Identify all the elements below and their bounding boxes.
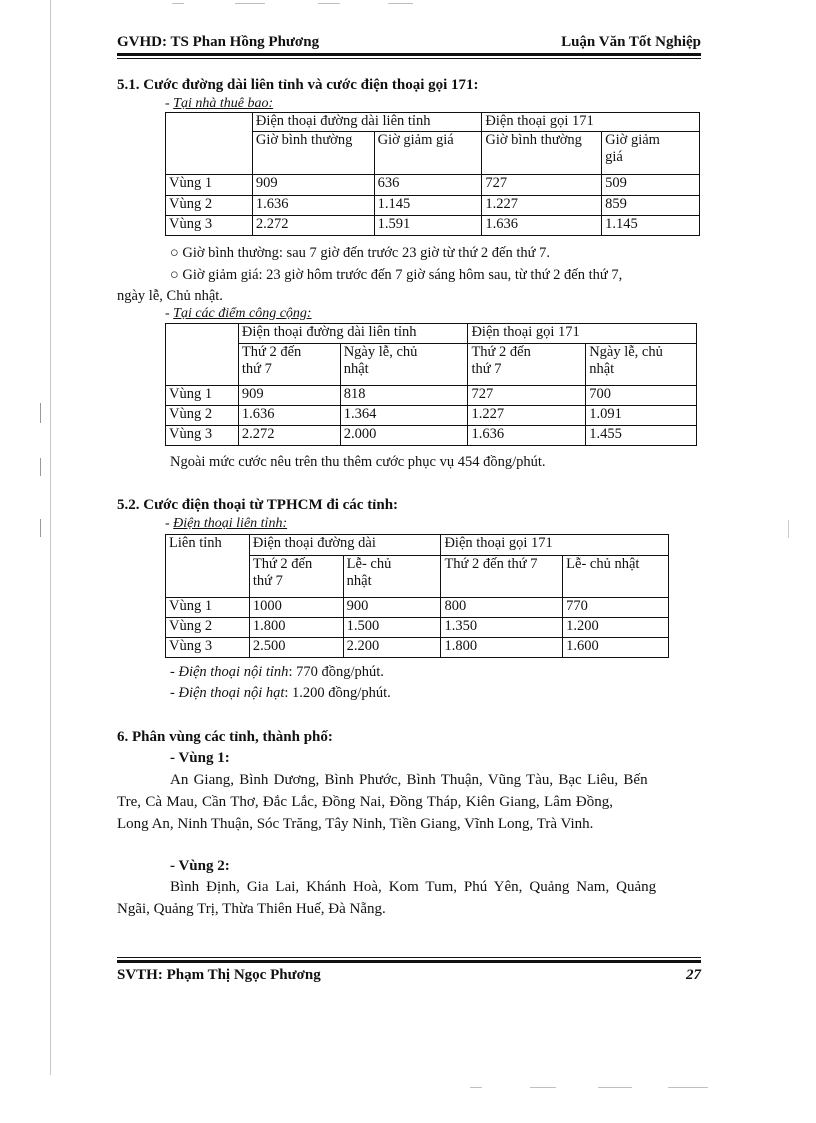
zone-2-line-2: Ngãi, Quảng Trị, Thừa Thiên Huế, Đà Nẵng.	[117, 901, 386, 917]
group-header-171: Điện thoại gọi 171	[441, 535, 669, 556]
corner-label: Liên tỉnh	[166, 535, 250, 598]
service-fee-note: Ngoài mức cước nêu trên thu thêm cước phục vụ 454 đồng/phút.	[170, 454, 546, 470]
cell: 1.636	[238, 406, 340, 426]
cell: 1.455	[586, 426, 697, 446]
cell: 1.350	[441, 618, 563, 638]
cell: 2.272	[238, 426, 340, 446]
row-label: Vùng 3	[166, 216, 253, 236]
scan-mark	[470, 1087, 482, 1088]
cell: 1.200	[563, 618, 669, 638]
cell: 2.272	[252, 216, 374, 236]
section-5-2-title: 5.2. Cước điện thoại từ TPHCM đi các tỉnh:	[117, 497, 399, 513]
table-row	[166, 598, 669, 618]
table-row	[166, 618, 669, 638]
cell: 1.600	[563, 638, 669, 658]
scan-edge-line	[50, 0, 51, 1075]
cell: 1.800	[441, 638, 563, 658]
table-hcmc-rates	[165, 534, 669, 658]
row-label: Vùng 2	[166, 618, 250, 638]
note-intra-province: - Điện thoại nội tỉnh: 770 đồng/phút.	[170, 664, 384, 680]
row-label: Vùng 1	[166, 175, 253, 196]
cell: 1.800	[249, 618, 343, 638]
section-6-title: 6. Phân vùng các tỉnh, thành phố:	[117, 729, 333, 745]
group-header-long-distance: Điện thoại đường dài	[249, 535, 441, 556]
cell: 909	[252, 175, 374, 196]
group-header-long-distance: Điện thoại đường dài liên tỉnh	[238, 324, 468, 344]
col-header: Giờ bình thường	[252, 132, 374, 175]
scan-tick	[40, 403, 41, 423]
cell: 509	[602, 175, 700, 196]
row-label: Vùng 1	[166, 386, 239, 406]
cell: 1.091	[586, 406, 697, 426]
cell: 1.364	[340, 406, 468, 426]
footer-student: SVTH: Phạm Thị Ngọc Phương	[117, 967, 321, 983]
cell: 727	[468, 386, 586, 406]
subsection-public-points: - Tại các điểm công cộng:	[165, 306, 312, 321]
footer-rule-thin	[117, 957, 701, 958]
col-header: Thứ 2 đến thứ 7	[249, 556, 343, 598]
cell: 1.636	[252, 196, 374, 216]
footer-rule	[117, 960, 701, 963]
group-header-171: Điện thoại gọi 171	[482, 113, 700, 132]
zone-2-label: - Vùng 2:	[170, 858, 230, 874]
cell: 770	[563, 598, 669, 618]
header-supervisor: GVHD: TS Phan Hồng Phương	[117, 34, 320, 50]
page-number: 27	[686, 967, 701, 983]
cell: 1.227	[482, 196, 602, 216]
scan-mark	[598, 1087, 632, 1088]
cell: 1.636	[468, 426, 586, 446]
zone-1-line-2: Tre, Cà Mau, Cần Thơ, Đắc Lắc, Đồng Nai, Đồng Tháp, Kiên Giang, Lâm Đồng,	[117, 794, 613, 810]
col-header: Lễ- chủ nhật	[563, 556, 669, 598]
bullet-circle-icon: ○	[170, 245, 179, 261]
cell: 1.227	[468, 406, 586, 426]
cell: 2.000	[340, 426, 468, 446]
col-header: Giờ giảm giá	[602, 132, 700, 175]
cell: 909	[238, 386, 340, 406]
cell: 800	[441, 598, 563, 618]
table-row	[166, 175, 700, 196]
note-discount-hours: ○ Giờ giảm giá: 23 giờ hôm trước đến 7 giờ sáng hôm sau, từ thứ 2 đến thứ 7,	[170, 267, 623, 283]
table-row	[166, 196, 700, 216]
cell: 700	[586, 386, 697, 406]
col-header: Thứ 2 đến thứ 7	[441, 556, 563, 598]
cell: 818	[340, 386, 468, 406]
cell: 1.500	[343, 618, 441, 638]
subsection-inter-province: - Điện thoại liên tỉnh:	[165, 516, 288, 531]
col-header: Thứ 2 đến thứ 7	[468, 344, 586, 386]
scan-mark	[388, 3, 413, 4]
col-header: Ngày lễ, chủ nhật	[586, 344, 697, 386]
cell: 636	[374, 175, 482, 196]
header-rule	[117, 53, 701, 56]
cell: 2.500	[249, 638, 343, 658]
scan-mark	[235, 3, 265, 4]
cell: 1.636	[482, 216, 602, 236]
note-normal-hours: ○ Giờ bình thường: sau 7 giờ đến trước 23 giờ từ thứ 2 đến thứ 7.	[170, 245, 550, 261]
zone-1-line-1: An Giang, Bình Dương, Bình Phước, Bình Thuận, Vũng Tàu, Bạc Liêu, Bến	[170, 772, 648, 788]
page-footer	[117, 967, 701, 987]
scan-mark	[318, 3, 340, 4]
col-header: Thứ 2 đến thứ 7	[238, 344, 340, 386]
table-corner-cell	[166, 113, 253, 175]
group-header-long-distance: Điện thoại đường dài liên tỉnh	[252, 113, 482, 132]
scan-mark	[172, 3, 184, 4]
table-row	[166, 406, 697, 426]
cell: 727	[482, 175, 602, 196]
col-header: Lễ- chủ nhật	[343, 556, 441, 598]
header-rule-thin	[117, 58, 701, 59]
scan-mark	[530, 1087, 556, 1088]
cell: 900	[343, 598, 441, 618]
zone-1-label: - Vùng 1:	[170, 750, 230, 766]
zone-1-line-3: Long An, Ninh Thuận, Sóc Trăng, Tây Ninh, Tiền Giang, Vĩnh Long, Trà Vinh.	[117, 816, 594, 832]
row-label: Vùng 2	[166, 406, 239, 426]
scan-mark	[668, 1087, 708, 1088]
table-row	[166, 638, 669, 658]
row-label: Vùng 3	[166, 638, 250, 658]
table-corner-cell	[166, 324, 239, 386]
scan-tick	[40, 458, 41, 476]
section-5-1-title: 5.1. Cước đường dài liên tỉnh và cước điện thoại gọi 171:	[117, 77, 479, 93]
col-header: Giờ bình thường	[482, 132, 602, 175]
table-home-rates	[165, 112, 700, 236]
cell: 1.145	[602, 216, 700, 236]
note-local: - Điện thoại nội hạt: 1.200 đồng/phút.	[170, 685, 391, 701]
group-header-171: Điện thoại gọi 171	[468, 324, 697, 344]
table-row	[166, 386, 697, 406]
note-discount-hours-cont: ngày lễ, Chủ nhật.	[117, 288, 223, 304]
scan-tick	[788, 520, 789, 538]
row-label: Vùng 1	[166, 598, 250, 618]
row-label: Vùng 2	[166, 196, 253, 216]
table-row	[166, 426, 697, 446]
table-row	[166, 216, 700, 236]
row-label: Vùng 3	[166, 426, 239, 446]
header-thesis-title: Luận Văn Tốt Nghiệp	[561, 34, 701, 50]
scan-tick	[40, 519, 41, 537]
cell: 1.145	[374, 196, 482, 216]
col-header: Giờ giảm giá	[374, 132, 482, 175]
cell: 1.591	[374, 216, 482, 236]
col-header: Ngày lễ, chủ nhật	[340, 344, 468, 386]
table-public-rates	[165, 323, 697, 446]
subsection-home-subscriber: - Tại nhà thuê bao:	[165, 96, 274, 111]
cell: 1000	[249, 598, 343, 618]
zone-2-line-1: Bình Định, Gia Lai, Khánh Hoà, Kom Tum, Phú Yên, Quảng Nam, Quảng	[170, 879, 657, 895]
cell: 859	[602, 196, 700, 216]
page-header	[117, 34, 701, 54]
cell: 2.200	[343, 638, 441, 658]
bullet-circle-icon: ○	[170, 267, 179, 283]
